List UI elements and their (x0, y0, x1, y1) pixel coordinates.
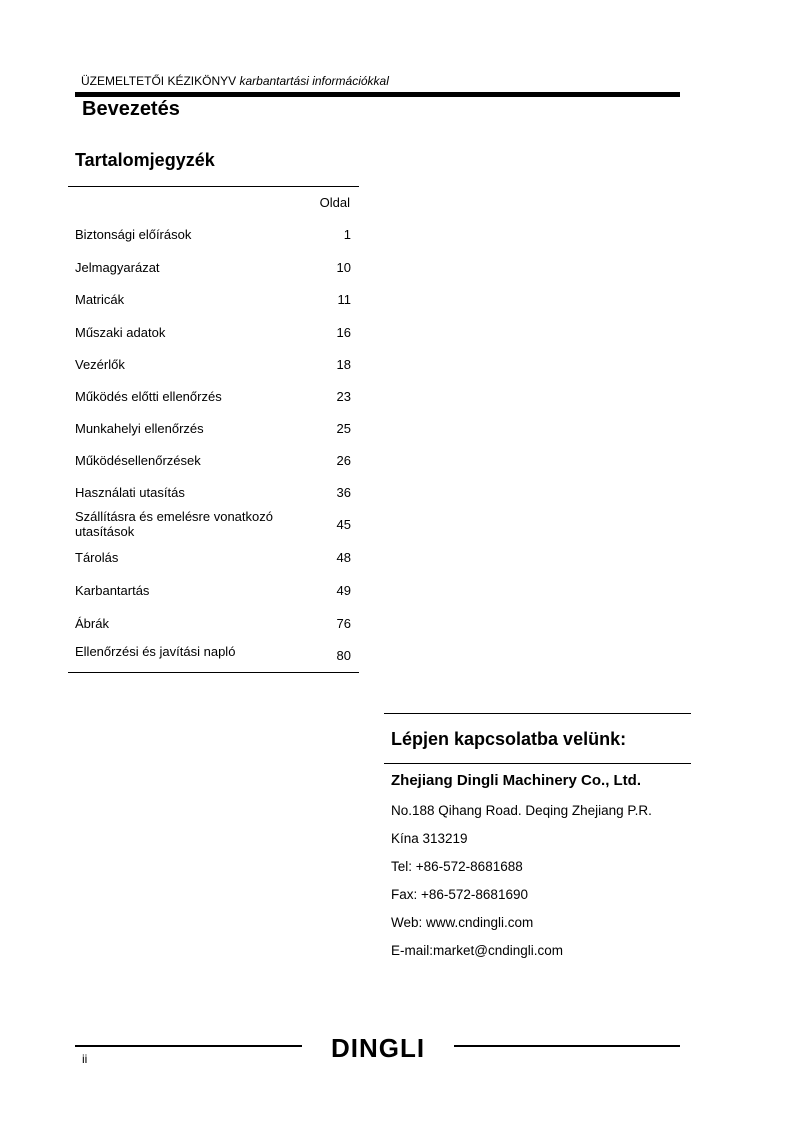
toc-entry-label: Biztonsági előírások (75, 227, 192, 242)
toc-entry-page: 26 (336, 453, 351, 468)
toc-entry-page: 25 (336, 421, 351, 436)
toc-entry-page: 18 (336, 357, 351, 372)
toc-entry-label: Vezérlők (75, 357, 125, 372)
header-rule (75, 92, 680, 97)
toc-entry-label: Munkahelyi ellenőrzés (75, 421, 204, 436)
toc-entry-label: Karbantartás (75, 583, 150, 598)
toc-entry-page: 11 (337, 292, 351, 307)
toc-entry-label: Tárolás (75, 550, 119, 565)
toc-entry-label: Ábrák (75, 616, 109, 631)
footer-rule-left (75, 1045, 302, 1047)
toc-entry-label: Matricák (75, 292, 125, 307)
toc-entry-page: 36 (336, 485, 351, 500)
page-number: ii (82, 1052, 88, 1066)
running-header (81, 74, 389, 88)
toc-entry-page: 23 (336, 389, 351, 404)
company-name: Zhejiang Dingli Machinery Co., Ltd. (391, 772, 642, 789)
address-line-1: No.188 Qihang Road. Deqing Zhejiang P.R. (391, 803, 652, 818)
toc-entry-label: Működésellenőrzések (75, 453, 201, 468)
website-link[interactable]: Web: www.cndingli.com (391, 915, 534, 930)
toc-entry-label: Használati utasítás (75, 485, 185, 500)
fax-number: Fax: +86-572-8681690 (391, 887, 528, 902)
toc-title: Tartalomjegyzék (75, 150, 215, 170)
manual-title: ÜZEMELTETŐI KÉZIKÖNYV (81, 74, 237, 88)
toc-entry-page: 16 (336, 325, 351, 340)
toc-bottom-rule (68, 672, 359, 673)
toc-entry-label: Műszaki adatok (75, 325, 166, 340)
dingli-logo-text: DINGLI (330, 1033, 426, 1063)
footer-rule-right (454, 1045, 680, 1047)
toc-entry-label: Jelmagyarázat (75, 260, 160, 275)
address-line-2: Kína 313219 (391, 831, 468, 846)
toc-entry-page: 49 (336, 583, 351, 598)
section-title: Bevezetés (82, 98, 180, 120)
email-link[interactable]: E-mail:market@cndingli.com (391, 943, 563, 958)
contact-top-rule (384, 713, 691, 714)
phone-number: Tel: +86-572-8681688 (391, 859, 523, 874)
dingli-logo (318, 1033, 438, 1063)
toc-page-column-header: Oldal (319, 195, 350, 210)
toc-entry-page: 80 (336, 648, 351, 663)
toc-top-rule (68, 186, 359, 187)
toc-entry-label: Működés előtti ellenőrzés (75, 389, 222, 404)
toc-entry-label: Szállításra és emelésre vonatkozó utasítások (75, 509, 273, 539)
toc-entry-page: 76 (336, 616, 351, 631)
toc-entry-page: 1 (343, 227, 351, 242)
contact-divider (384, 763, 691, 764)
toc-entry-page: 45 (336, 517, 351, 532)
toc-entry-label: Ellenőrzési és javítási napló (75, 644, 236, 659)
contact-title: Lépjen kapcsolatba velünk: (391, 729, 627, 749)
manual-subtitle: karbantartási információkkal (239, 74, 389, 88)
toc-entry-page: 10 (336, 260, 351, 275)
toc-entry-page: 48 (336, 550, 351, 565)
